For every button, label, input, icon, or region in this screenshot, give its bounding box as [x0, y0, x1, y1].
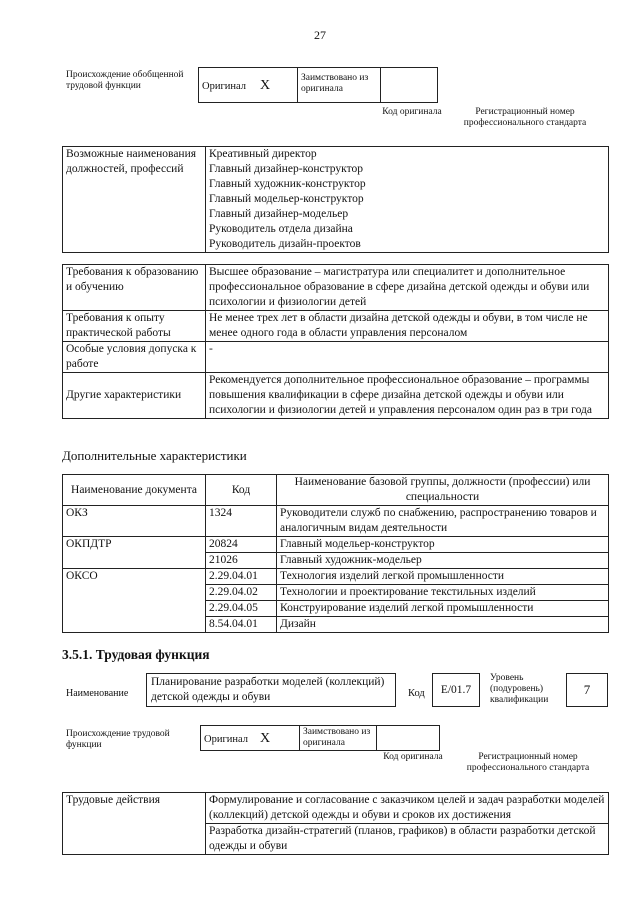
code2-caption: Код оригинала	[383, 752, 443, 762]
row-doc	[63, 553, 206, 569]
additional-heading: Дополнительные характеристики	[62, 448, 247, 463]
original-label: Оригинал	[202, 81, 246, 92]
job-titles-table	[62, 146, 609, 253]
additional-table	[62, 474, 609, 633]
labor-action-row	[63, 793, 609, 824]
row-doc	[63, 585, 206, 601]
reg-caption: Регистрационный номер профессионального стандарта	[463, 107, 587, 128]
table-row	[63, 617, 609, 633]
job-title-item: Руководитель дизайн-проектов	[209, 238, 361, 250]
borrowed2-label: Заимствовано из оригинала	[303, 727, 371, 748]
page-number: 27	[314, 28, 326, 42]
row-name: Конструирование изделий легкой промышленности	[277, 601, 609, 617]
origin-table	[198, 67, 604, 103]
original-code-cell	[381, 68, 438, 103]
row-doc	[63, 617, 206, 633]
reg-number-cell	[438, 68, 605, 103]
row-doc	[63, 601, 206, 617]
origin2-table	[200, 725, 600, 751]
requirement-value: Не менее трех лет в области дизайна детской одежды и обуви, в том числе не менее одного года в области управления персоналом	[206, 311, 609, 342]
job-titles-list	[206, 147, 609, 253]
requirement-value: Рекомендуется дополнительное профессиональное образование – программы повышения квалификации в сфере дизайна детской одежды и обуви или психологии и физиологии детей и управления персоналом один раз в три года	[206, 373, 609, 419]
original2-cell	[201, 726, 300, 751]
labor-action-item: Разработка дизайн-стратегий (планов, графиков) в области разработки детской одежды и обуви	[206, 824, 609, 855]
row-name: Дизайн	[277, 617, 609, 633]
requirements-table	[62, 264, 609, 419]
function-name-label: Наименование	[66, 688, 129, 699]
job-titles-label: Возможные наименования должностей, профессий	[63, 147, 206, 253]
job-title-item: Главный дизайнер-модельер	[209, 208, 349, 220]
labor-action-item: Формулирование и согласование с заказчиком целей и задач разработки моделей (коллекций) детской одежды и обуви и сроков их достижения	[206, 793, 609, 824]
original2-label: Оригинал	[204, 734, 248, 745]
row-code: 1324	[206, 506, 277, 537]
row-name: Руководители служб по снабжению, распространению товаров и аналогичным видам деятельности	[277, 506, 609, 537]
level-value: 7	[566, 673, 608, 707]
table-row	[63, 506, 609, 537]
function-name-value: Планирование разработки моделей (коллекций) детской одежды и обуви	[146, 673, 396, 707]
job-title-item: Руководитель отдела дизайна	[209, 223, 353, 235]
row-name: Главный модельер-конструктор	[277, 537, 609, 553]
original2-code-cell	[377, 726, 440, 751]
original-mark: X	[260, 78, 271, 93]
table-row	[63, 537, 609, 553]
job-title-item: Главный дизайнер-конструктор	[209, 163, 363, 175]
table-row	[63, 585, 609, 601]
requirement-value: -	[206, 342, 609, 373]
function-code-value: E/01.7	[432, 673, 480, 707]
col-doc-header: Наименование документа	[63, 475, 206, 506]
job-title-item: Главный художник-конструктор	[209, 178, 366, 190]
reg2-caption: Регистрационный номер профессионального стандарта	[466, 752, 590, 773]
row-code: 2.29.04.05	[206, 601, 277, 617]
requirement-row	[63, 342, 609, 373]
table-row	[63, 553, 609, 569]
row-name: Технология изделий легкой промышленности	[277, 569, 609, 585]
row-doc: ОКПДТР	[63, 537, 206, 553]
origin-label: Происхождение обобщенной трудовой функции	[66, 70, 184, 91]
reg2-number-cell	[440, 726, 601, 751]
level-label: Уровень (подуровень) квалификации	[490, 673, 549, 705]
row-code: 2.29.04.01	[206, 569, 277, 585]
row-name: Главный художник-модельер	[277, 553, 609, 569]
col-code-header: Код	[206, 475, 277, 506]
row-name: Технологии и проектирование текстильных изделий	[277, 585, 609, 601]
row-code: 21026	[206, 553, 277, 569]
row-doc: ОКЗ	[63, 506, 206, 537]
requirement-label: Другие характеристики	[63, 373, 206, 419]
borrowed2-cell	[300, 726, 377, 751]
table-row	[63, 569, 609, 585]
code-caption: Код оригинала	[382, 107, 442, 117]
table-row	[63, 601, 609, 617]
original2-mark: X	[260, 731, 271, 746]
borrowed-cell	[298, 68, 381, 103]
requirement-label: Требования к образованию и обучению	[63, 265, 206, 311]
requirement-label: Особые условия допуска к работе	[63, 342, 206, 373]
function-code-label: Код	[408, 688, 425, 699]
row-code: 20824	[206, 537, 277, 553]
job-title-item: Главный модельер-конструктор	[209, 193, 364, 205]
job-title-item: Креативный директор	[209, 148, 317, 160]
row-code: 8.54.04.01	[206, 617, 277, 633]
original-cell	[199, 68, 298, 103]
requirement-row	[63, 265, 609, 311]
requirement-row	[63, 311, 609, 342]
requirement-value: Высшее образование – магистратура или специалитет и дополнительное профессиональное образование в сфере дизайна детской одежды и обуви или психологии и физиологии детей	[206, 265, 609, 311]
borrowed-label: Заимствовано из оригинала	[301, 73, 369, 94]
col-name-header: Наименование базовой группы, должности (профессии) или специальности	[277, 475, 609, 506]
labor-actions-table	[62, 792, 609, 855]
requirement-label: Требования к опыту практической работы	[63, 311, 206, 342]
requirement-row	[63, 373, 609, 419]
row-code: 2.29.04.02	[206, 585, 277, 601]
labor-actions-label: Трудовые действия	[63, 793, 206, 855]
section-title: 3.5.1. Трудовая функция	[62, 647, 210, 662]
row-doc: ОКСО	[63, 569, 206, 585]
origin2-label: Происхождение трудовой функции	[66, 729, 170, 750]
